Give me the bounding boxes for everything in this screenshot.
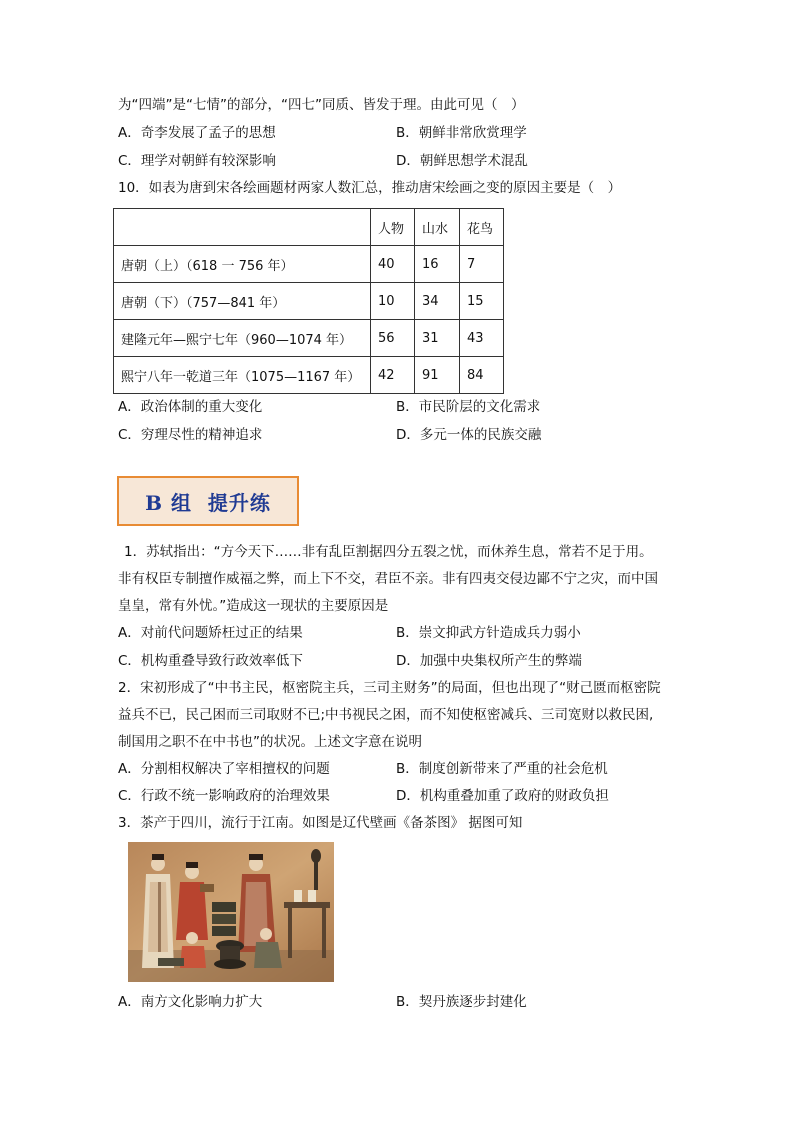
b1-stem-line2: 非有权臣专制擅作威福之弊，而上下不交，君臣不亲。非有四夷交侵边鄙不宁之灾，而中国 (118, 571, 658, 587)
table-cell: 熙宁八年一乾道三年（1075—1167 年） (114, 357, 371, 394)
b2-option-c: C．行政不统一影响政府的治理效果 (118, 788, 330, 804)
table-header-cell: 花鸟 (460, 209, 504, 246)
b1-option-d: D．加强中央集权所产生的弊端 (396, 653, 582, 669)
b2-option-a: A．分割相权解决了宰相擅权的问题 (118, 761, 330, 777)
table-row (114, 246, 504, 283)
table-cell: 42 (371, 357, 415, 394)
q10-option-a: A．政治体制的重大变化 (118, 399, 263, 415)
q9-option-a: A．奇李发展了孟子的思想 (118, 125, 276, 141)
table-cell: 40 (371, 246, 415, 283)
q10-option-b: B．市民阶层的文化需求 (396, 399, 541, 415)
b2-stem-line2: 益兵不已，民己困而三司取财不已;中书视民之困，而不知使枢密减兵、三司宽财以救民困, (118, 707, 654, 723)
b3-option-a: A．南方文化影响力扩大 (118, 994, 263, 1010)
table-cell: 34 (415, 283, 460, 320)
table-cell: 31 (415, 320, 460, 357)
table-header-cell: 山水 (415, 209, 460, 246)
table-cell: 16 (415, 246, 460, 283)
table-cell: 91 (415, 357, 460, 394)
table-row (114, 320, 504, 357)
q9-option-c: C．理学对朝鲜有较深影响 (118, 153, 276, 169)
tea-preparation-mural-image (128, 842, 334, 982)
b1-option-b: B．崇文抑武方针造成兵力弱小 (396, 625, 581, 641)
b2-stem-line3: 制国用之职不在中书也”的状况。上述文字意在说明 (118, 734, 422, 750)
b3-option-b: B．契丹族逐步封建化 (396, 994, 527, 1010)
table-cell: 84 (460, 357, 504, 394)
b1-stem-line3: 皇皇，常有外忧。”造成这一现状的主要原因是 (118, 598, 389, 614)
table-cell: 43 (460, 320, 504, 357)
table-cell: 15 (460, 283, 504, 320)
table-row (114, 357, 504, 394)
table-cell: 56 (371, 320, 415, 357)
table-cell: 建隆元年—熙宁七年（960—1074 年） (114, 320, 371, 357)
table-row (114, 283, 504, 320)
q9-option-b: B．朝鲜非常欣赏理学 (396, 125, 527, 141)
table-header-row (114, 209, 504, 246)
painting-subject-table (113, 208, 504, 394)
b3-stem: 3．茶产于四川，流行于江南。如图是辽代壁画《备茶图》 据图可知 (118, 815, 523, 831)
table-header-cell (114, 209, 371, 246)
b1-stem-line1: 1．苏轼指出：“方今天下……非有乱臣割据四分五裂之忧，而休养生息，常若不足于用。 (124, 544, 653, 560)
table-cell: 唐朝（上）（618 一 756 年） (114, 246, 371, 283)
b2-option-d: D．机构重叠加重了政府的财政负担 (396, 788, 609, 804)
b2-option-b: B．制度创新带来了严重的社会危机 (396, 761, 608, 777)
q9-stem-tail: 为“四端”是“七情”的部分，“四七”同质、皆发于理。由此可见（ ） (118, 97, 525, 113)
q9-option-d: D．朝鲜思想学术混乱 (396, 153, 528, 169)
table-cell: 10 (371, 283, 415, 320)
table-header-cell: 人物 (371, 209, 415, 246)
section-title-box (117, 476, 299, 526)
b2-stem-line1: 2．宋初形成了“中书主民，枢密院主兵，三司主财务”的局面，但也出现了“财己匮而枢密院 (118, 680, 661, 696)
q10-stem: 10．如表为唐到宋各绘画题材两家人数汇总，推动唐宋绘画之变的原因主要是（ ） (118, 180, 622, 196)
table-cell: 唐朝（下）（757—841 年） (114, 283, 371, 320)
q10-option-d: D．多元一体的民族交融 (396, 427, 542, 443)
table-cell: 7 (460, 246, 504, 283)
section-title: B 组 提升练 (145, 490, 271, 515)
b1-option-a: A．对前代问题矫枉过正的结果 (118, 625, 303, 641)
q10-option-c: C．穷理尽性的精神追求 (118, 427, 263, 443)
b1-option-c: C．机构重叠导致行政效率低下 (118, 653, 303, 669)
